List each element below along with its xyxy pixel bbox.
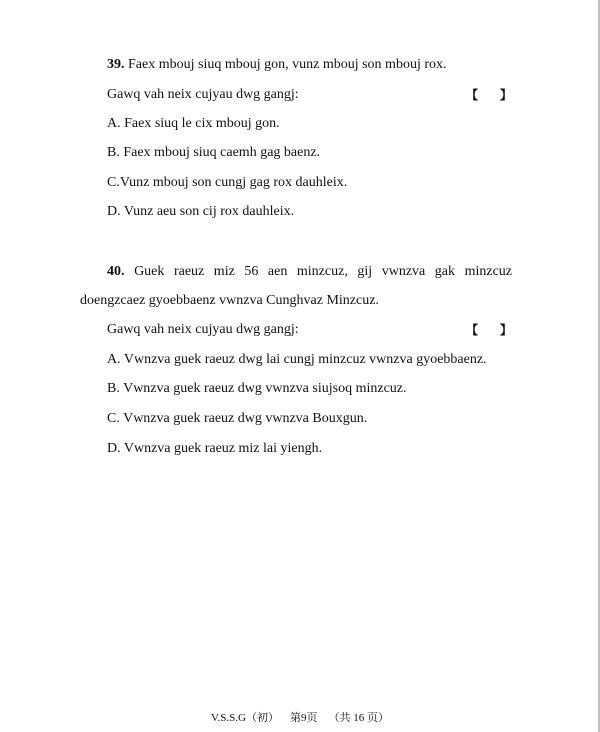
bracket-open: 【 xyxy=(466,88,479,102)
question-number: 40. xyxy=(107,264,125,279)
question-40-stem-line2: doengzcaez gyoebbaenz vwnzva Cunghvaz Minzcuz. xyxy=(80,293,379,308)
option-b: B. Faex mbouj siuq caemh gag baenz. xyxy=(107,145,321,160)
question-39-stem xyxy=(107,57,447,73)
option-c: C.Vunz mbouj son cungj gag rox dauhleix. xyxy=(107,175,348,190)
option-a: A. Vwnzva guek raeuz dwg lai cungj minzcuz vwnzva gyoebbaenz. xyxy=(107,352,487,367)
option-d: D. Vwnzva guek raeuz miz lai yiengh. xyxy=(107,441,323,456)
option-b: B. Vwnzva guek raeuz dwg vwnzva siujsoq minzcuz. xyxy=(107,381,407,396)
question-stem-text: Guek raeuz miz 56 aen minzcuz, gij vwnzva gak minzcuz xyxy=(134,264,513,279)
footer-total: （共 16 页） xyxy=(328,712,389,724)
question-number: 39. xyxy=(107,57,125,72)
answer-bracket xyxy=(466,322,512,338)
option-a: A. Faex siuq le cix mbouj gon. xyxy=(107,116,280,131)
option-d: D. Vunz aeu son cij rox dauhleix. xyxy=(107,204,295,219)
question-40-prompt: Gawq vah neix cujyau dwg gangj: xyxy=(107,322,299,337)
bracket-close: 】 xyxy=(500,323,513,337)
answer-bracket xyxy=(466,87,512,103)
question-40-stem-line1 xyxy=(107,264,512,280)
bracket-open: 【 xyxy=(466,323,479,337)
question-39-prompt: Gawq vah neix cujyau dwg gangj: xyxy=(107,87,299,102)
option-c: C. Vwnzva guek raeuz dwg vwnzva Bouxgun. xyxy=(107,411,368,426)
footer-page: 第9页 xyxy=(289,712,318,724)
bracket-close: 】 xyxy=(500,88,513,102)
footer-exam: V.S.S.G（初） xyxy=(211,712,279,724)
page-footer xyxy=(0,711,600,725)
question-stem-text: Faex mbouj siuq mbouj gon, vunz mbouj son mbouj rox. xyxy=(128,57,447,72)
